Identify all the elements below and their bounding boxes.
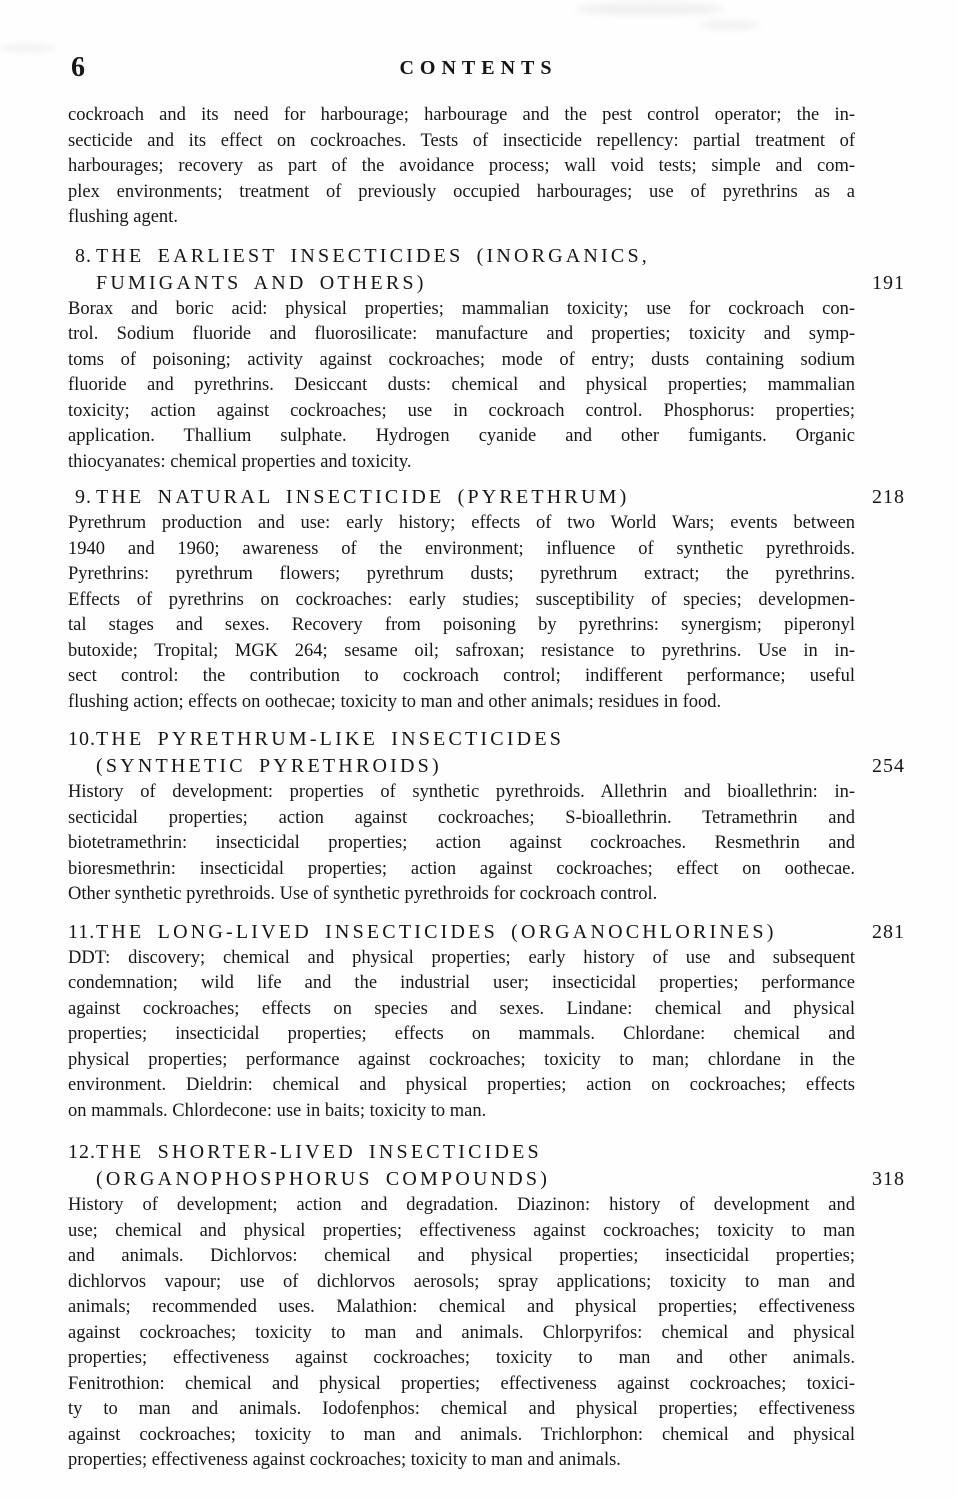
text-line: butoxide; Tropital; MGK 264; sesame oil; safroxan; resistance to pyrethrins. Use in in- — [68, 640, 855, 661]
text-line: fluoride and pyrethrins. Desiccant dusts: chemical and physical properties; mammalian — [68, 375, 855, 395]
chapter-title-line: THE EARLIEST INSECTICIDES (INORGANICS, — [96, 244, 650, 267]
chapter-title-line: FUMIGANTS AND OTHERS) — [96, 271, 427, 294]
text-line: secticidal properties; action against cockroaches; S-bioallethrin. Tetramethrin and — [68, 807, 855, 828]
text-line: sect control: the contribution to cockroach control; indifferent performance; useful — [68, 666, 855, 686]
chapter-heading — [68, 726, 905, 780]
chapter-title-line: THE SHORTER-LIVED INSECTICIDES — [96, 1141, 542, 1163]
text-line: plex environments; treatment of previously occupied harbourages; use of pyrethrins as a — [68, 181, 855, 202]
text-line: Pyrethrins: pyrethrum flowers; pyrethrum dusts; pyrethrum extract; the pyrethrins. — [68, 564, 855, 584]
scan-artifact — [0, 44, 55, 52]
chapter-number: 11. — [68, 920, 96, 943]
chapter-heading — [68, 1139, 905, 1193]
text-line: tal stages and sexes. Recovery from poisoning by pyrethrins: synergism; piperonyl — [68, 615, 855, 635]
chapter-summary — [68, 297, 855, 476]
chapter-page-ref: 218 — [872, 486, 905, 508]
chapter-number: 8. — [75, 244, 92, 267]
text-line: biotetramethrin: insecticidal properties; action against cockroaches. Resmethrin and — [68, 833, 855, 853]
text-line: Fenitrothion: chemical and physical properties; effectiveness against cockroaches; toxici- — [68, 1373, 855, 1394]
chapter-entry-8 — [68, 243, 905, 476]
chapter-title-line: (SYNTHETIC PYRETHROIDS) — [96, 755, 442, 777]
chapter-heading — [68, 484, 905, 511]
text-line: bioresmethrin: insecticidal properties; action against cockroaches; effect on oothecae. — [68, 858, 855, 879]
chapter-summary — [68, 1193, 855, 1474]
page-title: CONTENTS — [399, 57, 558, 79]
chapter-page-ref: 318 — [872, 1168, 905, 1190]
text-line: History of development; action and degradation. Diazinon: history of development and — [68, 1195, 855, 1215]
intro-paragraph — [68, 103, 855, 231]
page-number: 6 — [71, 52, 86, 83]
text-line: secticide and its effect on cockroaches. Tests of insecticide repellency: partial treatment of — [68, 130, 855, 151]
scan-artifact — [700, 20, 760, 30]
chapter-number: 12. — [68, 1141, 96, 1163]
text-line: flushing action; effects on oothecae; toxicity to man and other animals; residues in food. — [68, 691, 722, 712]
text-line: DDT: discovery; chemical and physical properties; early history of use and subsequent — [68, 947, 855, 968]
chapter-entry-11 — [68, 919, 905, 1125]
text-line: trol. Sodium fluoride and fluorosilicate: manufacture and properties; toxicity and symp- — [68, 324, 855, 344]
text-line: toms of poisoning; activity against cockroaches; mode of entry; dusts containing sodium — [68, 349, 855, 370]
chapter-title-line: THE PYRETHRUM-LIKE INSECTICIDES — [96, 728, 565, 750]
chapter-summary — [68, 511, 855, 715]
text-line: against cockroaches; toxicity to man and animals. Chlorpyrifos: chemical and physical — [68, 1322, 855, 1343]
chapter-title-line: (ORGANOPHOSPHORUS COMPOUNDS) — [96, 1168, 551, 1190]
chapter-heading — [68, 919, 905, 946]
text-line: physical properties; performance against cockroaches; toxicity to man; chlordane in the — [68, 1049, 855, 1070]
text-line: Effects of pyrethrins on cockroaches: early studies; susceptibility of species; developmen- — [68, 589, 855, 610]
text-line: flushing agent. — [68, 207, 178, 227]
text-line: dichlorvos vapour; use of dichlorvos aerosols; spray applications; toxicity to man and — [68, 1271, 855, 1292]
text-line: against cockroaches; toxicity to man and animals. Trichlorphon: chemical and physical — [68, 1424, 855, 1445]
text-line: thiocyanates: chemical properties and toxicity. — [68, 451, 412, 472]
text-line: Other synthetic pyrethroids. Use of synthetic pyrethroids for cockroach control. — [68, 884, 658, 904]
text-line: 1940 and 1960; awareness of the environment; influence of synthetic pyrethroids. — [68, 538, 855, 559]
text-line: properties; effectiveness against cockroaches; toxicity to man and other animals. — [68, 1348, 855, 1368]
chapter-heading — [68, 243, 905, 297]
text-line: toxicity; action against cockroaches; use in cockroach control. Phosphorus: properties; — [68, 400, 855, 421]
chapter-number: 9. — [75, 486, 92, 508]
text-line: against cockroaches; effects on species and sexes. Lindane: chemical and physical — [68, 998, 855, 1019]
text-line: properties; effectiveness against cockroaches; toxicity to man and animals. — [68, 1450, 621, 1470]
text-line: harbourages; recovery as part of the avoidance process; wall void tests; simple and com- — [68, 156, 855, 176]
chapter-entry-12 — [68, 1139, 905, 1474]
text-line: Borax and boric acid: physical properties; mammalian toxicity; use for cockroach con- — [68, 298, 855, 319]
chapter-title-line: THE NATURAL INSECTICIDE (PYRETHRUM) — [96, 486, 630, 508]
scan-artifact — [575, 2, 725, 16]
text-line: condemnation; wild life and the industrial user; insecticidal properties; performance — [68, 973, 855, 993]
chapter-page-ref: 254 — [872, 755, 905, 777]
chapter-summary — [68, 946, 855, 1125]
chapter-page-ref: 191 — [872, 271, 905, 294]
contents-body — [68, 103, 905, 1474]
text-line: use; chemical and physical properties; effectiveness against cockroaches; toxicity to man — [68, 1220, 855, 1241]
text-line: environment. Dieldrin: chemical and physical properties; action on cockroaches; effects — [68, 1075, 855, 1095]
chapter-entry-10 — [68, 726, 905, 908]
text-line: animals; recommended uses. Malathion: chemical and physical properties; effectiveness — [68, 1297, 855, 1317]
chapter-entry-9 — [68, 484, 905, 715]
chapter-summary — [68, 780, 855, 908]
chapter-title-line: THE LONG-LIVED INSECTICIDES (ORGANOCHLORINES) — [96, 920, 777, 943]
text-line: Pyrethrum production and use: early history; effects of two World Wars; events between — [68, 513, 855, 533]
text-line: ty to man and animals. Iodofenphos: chemical and physical properties; effectiveness — [68, 1399, 855, 1419]
chapter-number: 10. — [68, 728, 96, 750]
text-line: and animals. Dichlorvos: chemical and physical properties; insecticidal properties; — [68, 1246, 855, 1266]
text-line: application. Thallium sulphate. Hydrogen cyanide and other fumigants. Organic — [68, 426, 855, 446]
text-line: cockroach and its need for harbourage; harbourage and the pest control operator; the in- — [68, 105, 855, 125]
chapter-page-ref: 281 — [872, 920, 905, 943]
text-line: History of development: properties of synthetic pyrethroids. Allethrin and bioallethrin: in- — [68, 782, 855, 802]
text-line: on mammals. Chlordecone: use in baits; toxicity to man. — [68, 1100, 487, 1121]
text-line: properties; insecticidal properties; effects on mammals. Chlordane: chemical and — [68, 1024, 855, 1044]
